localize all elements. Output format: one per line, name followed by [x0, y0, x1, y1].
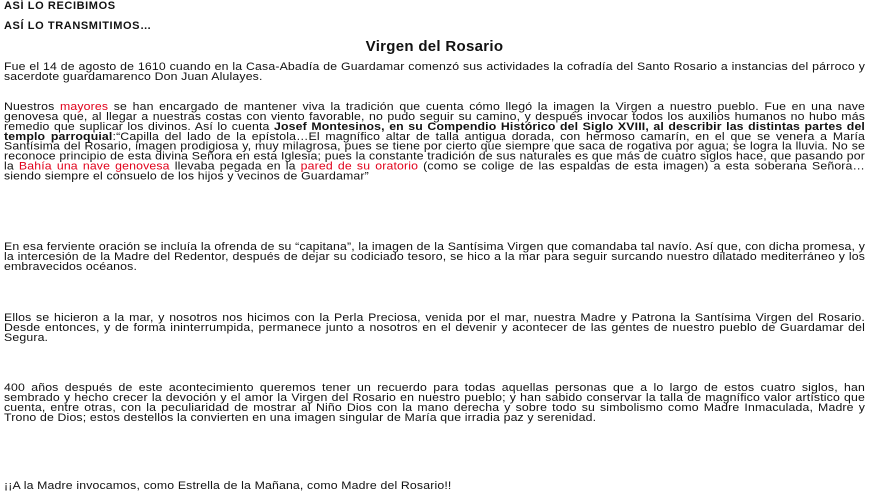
heading-transmitted: ASÍ LO TRANSMITIMOS… — [4, 20, 152, 32]
bold-citation: Josef Montesinos, en su Compendio Histórico del Siglo XVIII, al describir las distintas partes del templo parroquial — [4, 120, 865, 143]
paragraph-foundation: Fue el 14 de agosto de 1610 cuando en la Casa-Abadía de Guardamar comenzó sus actividades la cofradía del Santo Rosario a instancias del párroco y sacerdote guardamarenco Don Juan Alulayes. — [4, 60, 865, 83]
paragraph-tradition — [4, 102, 865, 181]
text-segment: llevaba pegada en la — [169, 159, 301, 173]
text-segment: (como se colige de las espaldas de esta imagen) a esta soberana Señora… siendo siempre el consuelo de los hijos y vecinos de Guardamar” — [4, 159, 865, 183]
paragraph-400-years: 400 años después de este acontecimiento queremos tener un recuerdo para todas aquellas personas que a lo largo de estos cuatro siglos, han sembrado y hecho crecer la devoción y el amor la Virgen del Rosario en nuestro pueblo; y han sabido conservar la talla de magnífico valor artístico que cuenta, entre otras, con la peculiaridad de mostrar al Niño Dios con la mano derecha y sobre todo su simbolismo como Madre Inmaculada, Madre y Trono de Dios; estos destellos la convierten en una imagen singular de María que irradia paz y serenidad. — [4, 381, 865, 424]
paragraph-capitana: En esa ferviente oración se incluía la ofrenda de su “capitana”, la imagen de la Santísima Virgen que comandaba tal navío. Así que, con dicha promesa, y la intercesión de la Madre del Redentor, después de dejar su codiciado tesoro, se hico a la mar para seguir surcando nuestro dilatado mediterráneo y los embravecidos océanos. — [4, 240, 865, 273]
paragraph-perla-preciosa: Ellos se hicieron a la mar, y nosotros nos hicimos con la Perla Preciosa, venida por el mar, nuestra Madre y Patrona la Santísima Virgen del Rosario. Desde entonces, y de forma ininterrumpida, permanece junto a nosotros en el devenir y acontecer de las gentes de nuestro pueblo de Guardamar del Segura. — [4, 311, 865, 344]
text-segment: Nuestros — [4, 100, 60, 113]
text-segment: :“Capilla del lado de la epístola…El magnífico altar de talla antigua dorada, con hermoso camarín, en el que se venera a María Santísima del Rosario, imagen prodigiosa y, muy milagrosa, pues se tiene por cierto que siempre que saca de rogativa por agua; se logra la lluvia. No se reconoce principio de esta divina Señora en esta Iglesia; pues la constante tradición de sus naturales es que más de cuatro siglos hace, que pasando por la — [4, 129, 865, 173]
highlight-bahia: Bahía una nave genovesa — [18, 159, 170, 173]
paragraph-closing: ¡¡A la Madre invocamos, como Estrella de la Mañana, como Madre del Rosario!! — [4, 479, 452, 492]
page-title: Virgen del Rosario — [365, 38, 504, 55]
highlight-pared: pared de su oratorio — [300, 159, 419, 173]
highlight-mayores: mayores — [59, 100, 109, 113]
text-segment: se han encargado de mantener viva la tradición que cuenta cómo llegó la imagen la Virgen a nuestro pueblo. Fue en una nave genovesa que, al llegar a nuestras costas con viento favorable, no pudo seguir su camino, y después invocar todos los auxilios humanos no hubo más remedio que suplicar los divinos. Así lo cuenta — [4, 100, 865, 133]
heading-received: ASÍ LO RECIBIMOS — [4, 0, 116, 12]
